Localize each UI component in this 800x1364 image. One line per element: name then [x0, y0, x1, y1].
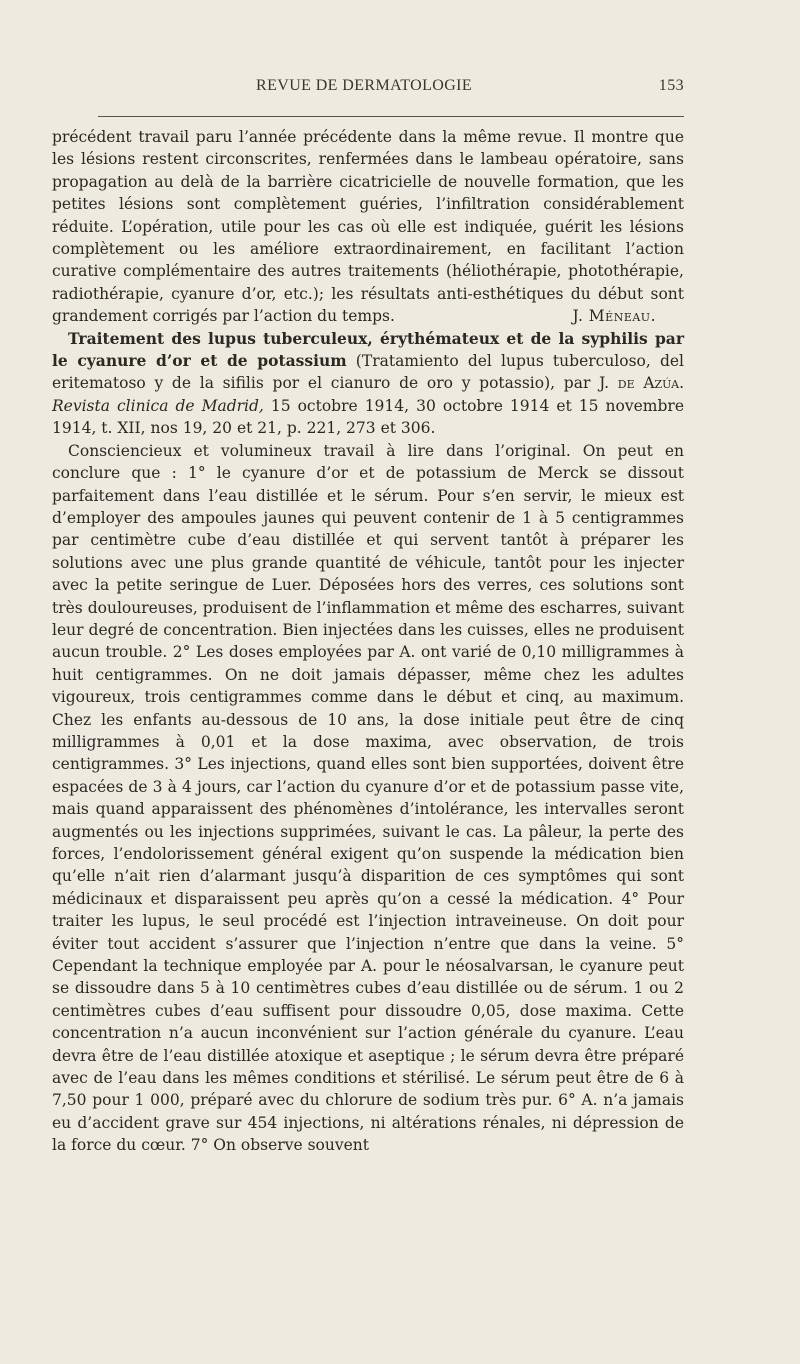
review-1-text: précédent travail paru l’année précédente dans la même revue. Il montre que les lésions restent circonscrites, renfermées dans le lambeau opératoire, sans propagation au delà de la barrière cicatricielle de nouvelle formation, que les petites lésions sont complètement guéries, l’infiltration considérablement réduite. L’opération, utile pour les cas où elle est indiquée, guérit les lésions complètement ou les améliore extraordinairement, en facilitant l’action curative complémentaire des autres traitements (héliothérapie, photothérapie, radiothérapie, cyanure d’or, etc.); les résultats anti-esthétiques du début sont grandement corrigés par l’action du temps. — [52, 128, 684, 326]
review-2-body: Consciencieux et volumineux travail à lire dans l’original. On peut en conclure que : 1° le cyanure d’or et de potassium de Merck se dissout parfaitement dans l’eau distillée et le sérum. Pour s’en servir, le mieux est d’employer des ampoules jaunes qui peuvent contenir de 1 à 5 centigrammes par centimètre cube d’eau distillée et qui servent tantôt à préparer les solutions avec une plus grande quantité de véhicule, tantôt pour les injecter avec la petite seringue de Luer. Déposées hors des verres, ces solutions sont très douloureuses, produisent de l’inflammation et même des escharres, suivant leur degré de concentration. Bien injectées dans les cuisses, elles ne produisent aucun trouble. 2° Les doses employées par A. ont varié de 0,10 milligrammes à huit centigrammes. On ne doit jamais dépasser, même chez les adultes vigoureux, trois centigrammes comme dans le début et cinq, au maximum. Chez les enfants au-dessous de 10 ans, la dose initiale peut être de cinq milligrammes à 0,01 et la dose maxima, avec observation, de trois centigrammes. 3° Les injections, quand elles sont bien supportées, doivent être espacées de 3 à 4 jours, car l’action du cyanure d’or et de potassium passe vite, mais quand apparaissent des phénomènes d’intolérance, les intervalles seront augmentés ou les injections supprimées, suivant le cas. La pâleur, la perte des forces, l’endolorissement général exigent qu’on suspende la médication bien qu’elle n’ait rien d’alarmant jusqu’à disparition de ces symptômes qui sont médicinaux et disparaissent peu après qu’on a cessé la médication. 4° Pour traiter les lupus, le seul procédé est l’injection intraveineuse. On doit pour éviter tout accident s’assurer que l’injection n’entre que dans la veine. 5° Cependant la technique employée par A. pour le néosalvarsan, le cyanure peut se dissoudre dans 5 à 10 centimètres cubes d’eau distillée ou de sérum. 1 ou 2 centimètres cubes d’eau suffisent pour dissoudre 0,05, dose maxima. Cette concentration n’a aucun inconvénient sur l’action générale du cyanure. L’eau devra être de l’eau distillée atoxique et aseptique ; le sérum devra être préparé avec de l’eau dans les mêmes conditions et stérilisé. Le sérum peut être de 6 à 7,50 pour 1 000, préparé avec du chlorure de sodium très pur. 6° A. n’a jamais eu d’accident grave sur 454 injections, ni altérations rénales, ni dépression de la force du cœur. 7° On observe souvent — [52, 441, 684, 1155]
running-header — [52, 77, 684, 101]
review-2-headline: Traitement des lupus tuberculeux, érythémateux et de la syphilis par le cyanure d’or et de potassium — [52, 328, 684, 371]
review-1-signature: J. Méneau. — [572, 307, 656, 326]
review-2-author: de Azúa — [617, 374, 680, 393]
review-2-citation: 15 octobre 1914, 30 octobre 1914 et 15 novembre 1914, t. XII, nos 19, 20 et 21, p. 221, 273 et 306. — [52, 396, 684, 438]
review-1-paragraph — [52, 126, 684, 328]
article-body — [52, 126, 684, 1157]
journal-page — [52, 0, 684, 1364]
review-2-journal: Revista clinica de Madrid, — [52, 396, 264, 415]
page-number: 153 — [658, 77, 684, 94]
running-title: REVUE DE DERMATOLOGIE — [256, 77, 473, 94]
header-rule — [98, 116, 684, 117]
review-2-body-paragraph — [52, 440, 684, 1157]
review-2-citation-separator: . — [679, 374, 684, 393]
review-2-title-paragraph — [52, 328, 684, 440]
review-2-subtitle: (Tratamiento del lupus tuberculoso, del eritematoso y de la sifilis por el cianuro de oro y potassio), par J. — [52, 352, 685, 393]
